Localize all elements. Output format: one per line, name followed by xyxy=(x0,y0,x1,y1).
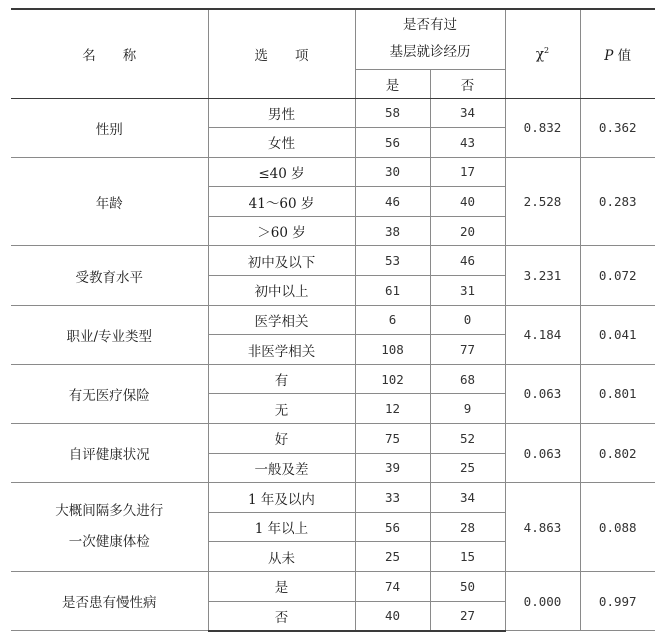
option-cell: 是 xyxy=(208,572,355,602)
option-cell: 医学相关 xyxy=(208,305,355,335)
header-chi-square xyxy=(505,9,580,98)
statistics-table xyxy=(11,8,655,632)
no-count-cell: 77 xyxy=(430,335,505,365)
header-group-line2: 基层就诊经历 xyxy=(389,44,471,61)
no-count-cell: 34 xyxy=(430,483,505,513)
yes-count-cell: 56 xyxy=(355,128,430,158)
group-name xyxy=(11,305,208,364)
header-yes: 是 xyxy=(355,69,430,98)
yes-count-cell: 25 xyxy=(355,542,430,572)
p-value-cell: 0.801 xyxy=(580,364,655,423)
chi-symbol: χ xyxy=(535,46,545,62)
option-cell: 好 xyxy=(208,424,355,454)
group-name-line: 一次健康体检 xyxy=(68,534,150,551)
chi-square-cell: 0.063 xyxy=(505,364,580,423)
p-value-cell: 0.283 xyxy=(580,157,655,246)
table-body xyxy=(11,98,655,631)
chi-square-cell: 0.063 xyxy=(505,424,580,483)
option-cell: ≤40 岁 xyxy=(208,157,355,187)
yes-count-cell: 30 xyxy=(355,157,430,187)
no-count-cell: 17 xyxy=(430,157,505,187)
p-value-cell: 0.802 xyxy=(580,424,655,483)
group-name-line: 受教育水平 xyxy=(75,269,143,286)
yes-count-cell: 39 xyxy=(355,453,430,483)
table-row xyxy=(11,305,655,335)
yes-count-cell: 61 xyxy=(355,276,430,306)
group-name xyxy=(11,364,208,423)
option-cell: 初中及以下 xyxy=(208,246,355,276)
group-name xyxy=(11,98,208,157)
no-count-cell: 68 xyxy=(430,364,505,394)
no-count-cell: 50 xyxy=(430,572,505,602)
no-count-cell: 27 xyxy=(430,601,505,631)
header-group-line1: 是否有过 xyxy=(403,17,457,34)
header-no: 否 xyxy=(430,69,505,98)
p-value-cell: 0.041 xyxy=(580,305,655,364)
chi-square-cell: 4.184 xyxy=(505,305,580,364)
table-header xyxy=(11,9,655,98)
yes-count-cell: 108 xyxy=(355,335,430,365)
yes-count-cell: 46 xyxy=(355,187,430,217)
no-count-cell: 46 xyxy=(430,246,505,276)
yes-count-cell: 12 xyxy=(355,394,430,424)
group-name-line: 自评健康状况 xyxy=(68,447,150,464)
header-name: 名 称 xyxy=(11,9,208,98)
table-row xyxy=(11,572,655,602)
table-row xyxy=(11,246,655,276)
group-name-line: 大概间隔多久进行 xyxy=(55,503,164,520)
option-cell: 非医学相关 xyxy=(208,335,355,365)
chi-square-cell: 2.528 xyxy=(505,157,580,246)
group-name xyxy=(11,157,208,246)
table-row xyxy=(11,424,655,454)
no-count-cell: 0 xyxy=(430,305,505,335)
option-cell: 无 xyxy=(208,394,355,424)
group-name-line: 性别 xyxy=(95,121,123,138)
option-cell: 41～60 岁 xyxy=(208,187,355,217)
group-name xyxy=(11,246,208,305)
yes-count-cell: 58 xyxy=(355,98,430,128)
group-name-line: 有无医疗保险 xyxy=(68,387,150,404)
group-name xyxy=(11,424,208,483)
p-value-cell: 0.088 xyxy=(580,483,655,572)
group-name-line: 是否患有慢性病 xyxy=(62,595,157,612)
yes-count-cell: 56 xyxy=(355,512,430,542)
no-count-cell: 28 xyxy=(430,512,505,542)
header-option: 选 项 xyxy=(208,9,355,98)
yes-count-cell: 6 xyxy=(355,305,430,335)
option-cell: 1 年以上 xyxy=(208,512,355,542)
yes-count-cell: 40 xyxy=(355,601,430,631)
table-row xyxy=(11,157,655,187)
group-name xyxy=(11,572,208,631)
yes-count-cell: 33 xyxy=(355,483,430,513)
no-count-cell: 52 xyxy=(430,424,505,454)
yes-count-cell: 38 xyxy=(355,216,430,246)
option-cell: 男性 xyxy=(208,98,355,128)
option-cell: 从未 xyxy=(208,542,355,572)
option-cell: ＞60 岁 xyxy=(208,216,355,246)
chi-superscript: 2 xyxy=(544,45,550,55)
p-value-cell: 0.997 xyxy=(580,572,655,631)
chi-square-cell: 3.231 xyxy=(505,246,580,305)
option-cell: 1 年及以内 xyxy=(208,483,355,513)
no-count-cell: 40 xyxy=(430,187,505,217)
chi-square-cell: 0.000 xyxy=(505,572,580,631)
yes-count-cell: 74 xyxy=(355,572,430,602)
yes-count-cell: 75 xyxy=(355,424,430,454)
table-row xyxy=(11,364,655,394)
chi-square-cell: 4.863 xyxy=(505,483,580,572)
table-row xyxy=(11,483,655,513)
p-value-cell: 0.362 xyxy=(580,98,655,157)
option-cell: 女性 xyxy=(208,128,355,158)
chi-square-cell: 0.832 xyxy=(505,98,580,157)
option-cell: 一般及差 xyxy=(208,453,355,483)
p-suffix: 值 xyxy=(613,47,632,64)
header-p-value xyxy=(580,9,655,98)
no-count-cell: 43 xyxy=(430,128,505,158)
option-cell: 有 xyxy=(208,364,355,394)
no-count-cell: 20 xyxy=(430,216,505,246)
no-count-cell: 15 xyxy=(430,542,505,572)
group-name-line: 年龄 xyxy=(95,195,123,212)
header-group xyxy=(355,9,505,69)
no-count-cell: 34 xyxy=(430,98,505,128)
group-name xyxy=(11,483,208,572)
yes-count-cell: 102 xyxy=(355,364,430,394)
p-value-cell: 0.072 xyxy=(580,246,655,305)
no-count-cell: 31 xyxy=(430,276,505,306)
group-name-line: 职业/专业类型 xyxy=(66,328,153,345)
table-row xyxy=(11,98,655,128)
no-count-cell: 25 xyxy=(430,453,505,483)
option-cell: 初中以上 xyxy=(208,276,355,306)
option-cell: 否 xyxy=(208,601,355,631)
no-count-cell: 9 xyxy=(430,394,505,424)
yes-count-cell: 53 xyxy=(355,246,430,276)
p-letter: P xyxy=(604,47,614,64)
